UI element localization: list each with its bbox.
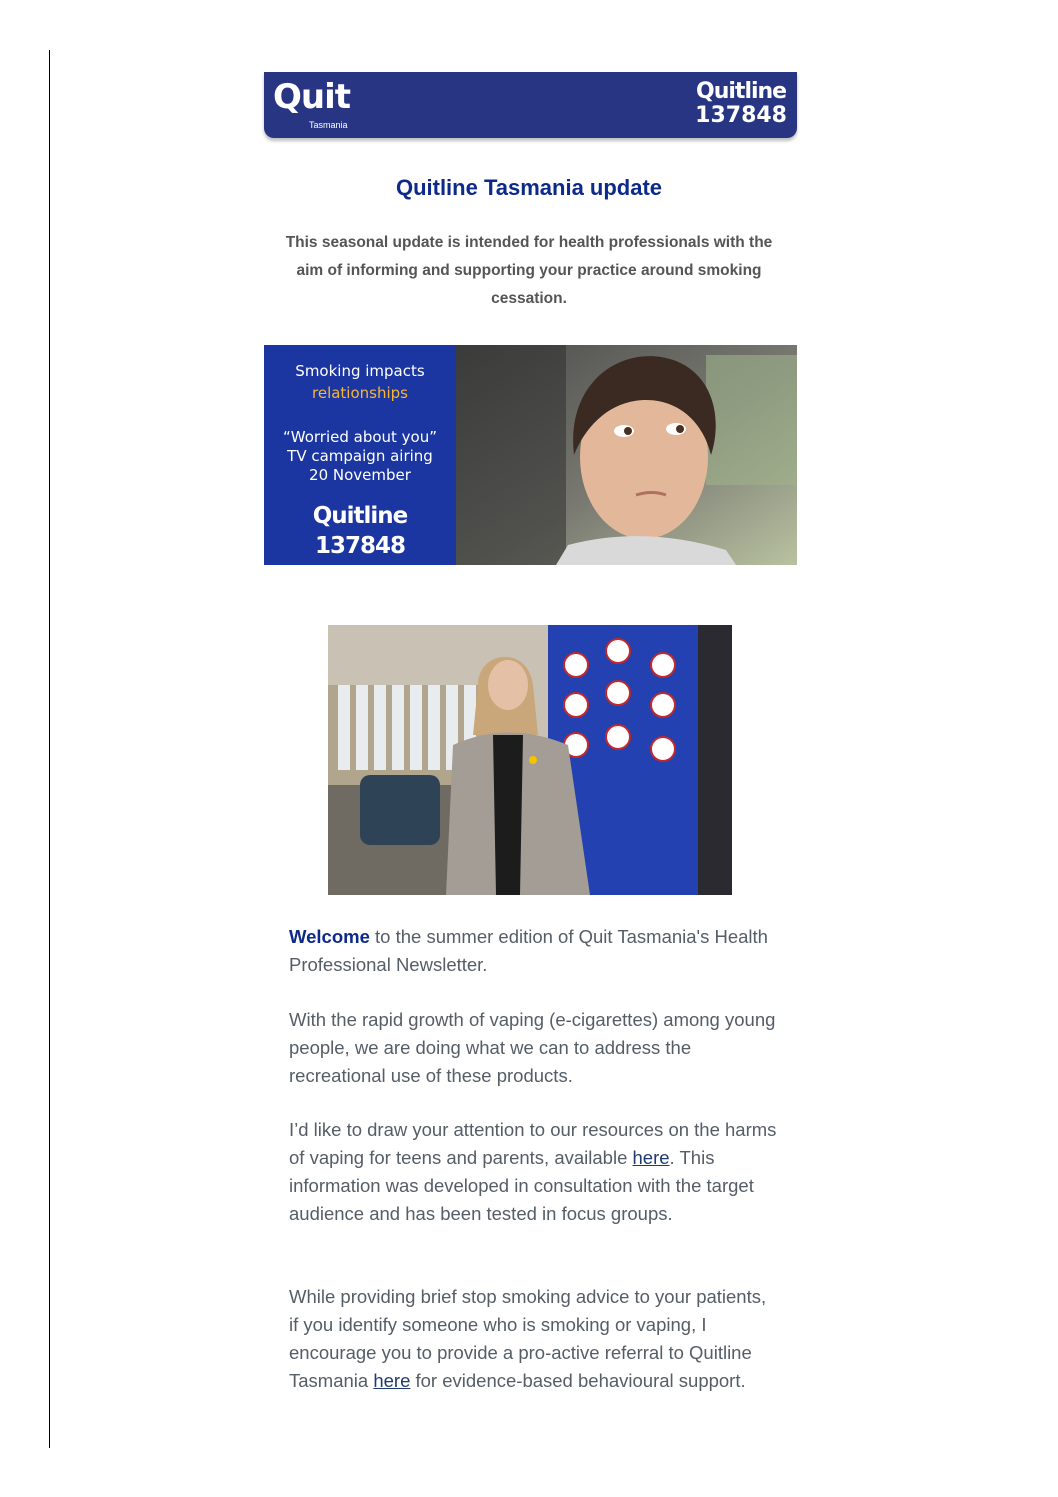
- paragraph-vaping-growth: With the rapid growth of vaping (e-cigarettes) among young people, we are doing what we can to address the recreational use of these products.: [289, 1009, 776, 1086]
- paragraph-referral: [289, 1283, 779, 1395]
- welcome-lead: Welcome: [289, 926, 370, 947]
- campaign-line-2: relationships: [312, 384, 408, 402]
- resources-text-after: . This information was developed in consultation with the target audience and has been tested in focus groups.: [289, 1147, 754, 1224]
- header-banner: [264, 72, 797, 138]
- campaign-photo-girl: [456, 345, 797, 565]
- campaign-line-4: TV campaign airing: [287, 447, 433, 465]
- campaign-logo-word: Quitline: [312, 503, 408, 529]
- campaign-banner[interactable]: [264, 345, 797, 565]
- welcome-rest: to the summer edition of Quit Tasmania's Health Professional Newsletter.: [289, 926, 768, 975]
- referral-text-before: While providing brief stop smoking advice to your patients, if you identify someone who is smoking or vaping, I encourage you to provide a pro-active referral to Quitline Tasmania: [289, 1286, 767, 1391]
- quit-tasmania-logo[interactable]: [273, 77, 351, 130]
- resources-here-link[interactable]: here: [632, 1147, 670, 1168]
- quitline-logo-word: Quitline: [696, 79, 787, 104]
- campaign-text-panel: [264, 345, 456, 565]
- intro-text: This seasonal update is intended for health professionals with the aim of informing and supporting your practice around smoking cessation.: [285, 234, 773, 307]
- page-title: Quitline Tasmania update: [395, 175, 663, 200]
- quitline-logo-number: 137848: [695, 103, 787, 128]
- paragraph-welcome: [289, 923, 779, 979]
- referral-text-after: for evidence-based behavioural support.: [410, 1370, 746, 1391]
- quit-logo-word: Quit: [273, 77, 351, 117]
- quitline-logo[interactable]: [695, 80, 787, 128]
- photo-woman-at-quitline-stand: [328, 625, 732, 895]
- campaign-line-5: 20 November: [309, 466, 411, 484]
- campaign-logo-number: 137848: [314, 533, 406, 559]
- referral-here-link[interactable]: here: [373, 1370, 411, 1391]
- paragraph-vaping-resources: [289, 1116, 779, 1228]
- campaign-line-1: Smoking impacts: [295, 362, 425, 380]
- quit-logo-sub: Tasmania: [309, 120, 348, 130]
- resources-text-before: I’d like to draw your attention to our resources on the harms of vaping for teens and parents, available: [289, 1119, 777, 1168]
- campaign-line-3: “Worried about you”: [282, 428, 438, 446]
- margin-rule: [49, 50, 50, 1448]
